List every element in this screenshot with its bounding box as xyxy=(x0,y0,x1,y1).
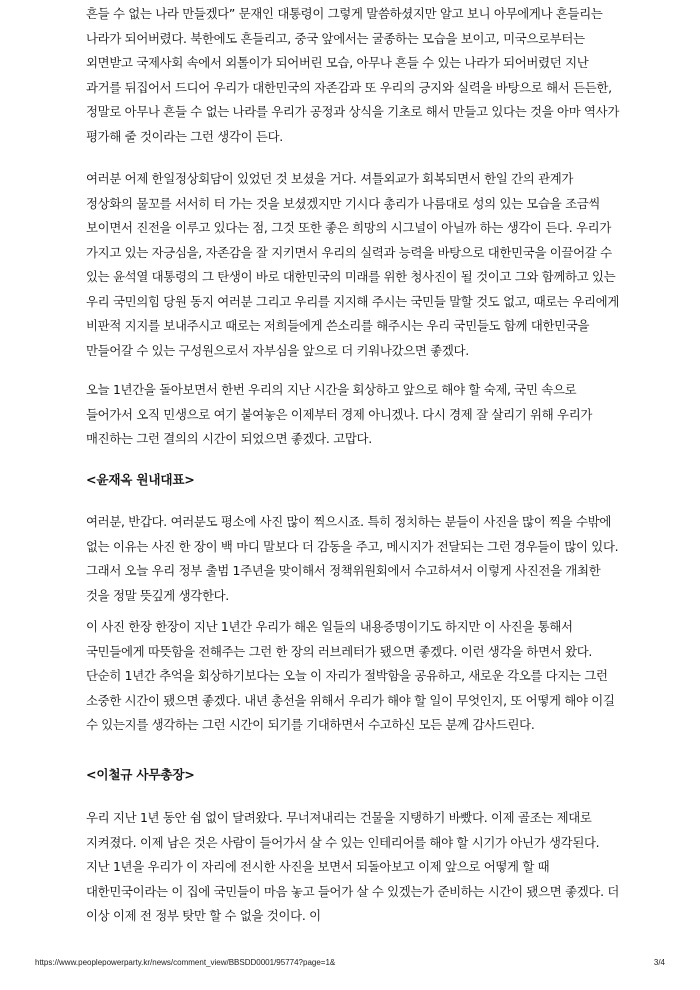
paragraph: 우리 지난 1년 동안 쉼 없이 달려왔다. 무너져내리는 건물을 지탱하기 바빴다. 이제 골조는 제대로 지켜졌다. 이제 남은 것은 사람이 들어가서 살 수 있는 인테리어를 해야 할 시기가 아닌가 생각된다. 지난 1년을 우리가 이 자리에 전시한 사진을 보면서 되돌아보고 이제 앞으로 어떻게 할 때 대한민국이라는 이 집에 국민들이 마음 놓고 들어가 살 수 있겠는가 준비하는 시간이 됐으면 좋겠다. 더 이상 이제 전 정부 탓만 할 수 없을 것이다. 이 xyxy=(86,810,620,923)
paragraph: 여러분 어제 한일정상회담이 있었던 것 보셨을 거다. 셔틀외교가 회복되면서 한일 간의 관계가 정상화의 물꼬를 서서히 터 가는 것을 보셨겠지만 기시다 총리가 나름대로 성의 있는 모습을 조금씩 보이면서 진전을 이루고 있다는 점, 그것 또한 좋은 희망의 시그널이 아닐까 하는 생각이 든다. 우리가 가지고 있는 자긍심을, 자존감을 잘 지키면서 우리의 실력과 능력을 바탕으로 대한민국을 이끌어갈 수 있는 윤석열 대통령의 그 탄생이 바로 대한민국의 미래를 위한 청사진이 될 것이고 그와 함께하고 있는 우리 국민의힘 당원 동지 여러분 그리고 우리를 지지해 주시는 국민들 말할 것도 없고, 때로는 우리에게 비판적 지지를 보내주시고 때로는 저희들에게 쓴소리를 해주시는 우리 국민들도 함께 대한민국을 만들어갈 수 있는 구성원으로서 자부심을 앞으로 더 키워나갔으면 좋겠다. xyxy=(86,171,620,358)
paragraph: 이 사진 한장 한장이 지난 1년간 우리가 해온 일들의 내용증명이기도 하지만 이 사진을 통해서 국민들에게 따뜻함을 전해주는 그런 한 장의 러브레터가 됐으면 좋겠다. 이런 생각을 하면서 왔다. 단순히 1년간 추억을 회상하기보다는 오늘 이 자리가 절박함을 공유하고, 새로운 각오를 다지는 그런 소중한 시간이 됐으면 좋겠다. 내년 총선을 위해서 우리가 해야 할 일이 무엇인지, 또 어떻게 해야 이길 수 있는지를 생각하는 그런 시간이 되기를 기대하면서 수고하신 모든 분께 감사드린다. xyxy=(86,619,615,732)
footer-url: https://www.peoplepowerparty.kr/news/comment_view/BBSDD0001/95774?page=1& xyxy=(35,958,336,967)
paragraph: 흔들 수 없는 나라 만들겠다” 문재인 대통령이 그렇게 말씀하셨지만 알고 보니 아무에게나 흔들리는 나라가 되어버렸다. 북한에도 흔들리고, 중국 앞에서는 굴종하는 모습을 보이고, 미국으로부터는 외면받고 국제사회 속에서 외톨이가 되어버린 모습, 아무나 흔들 수 있는 나라가 되어버렸던 지난 과거를 뒤집어서 드디어 우리가 대한민국의 자존감과 또 우리의 긍지와 실력을 바탕으로 해서 든든한, 정말로 아무나 흔들 수 없는 나라를 우리가 공정과 상식을 기초로 해서 만들고 있다는 것을 아마 역사가 평가해 줄 것이라는 그런 생각이 든다. xyxy=(86,6,620,144)
paragraph: 여러분, 반갑다. 여러분도 평소에 사진 많이 찍으시죠. 특히 정치하는 분들이 사진을 많이 찍을 수밖에 없는 이유는 사진 한 장이 백 마디 말보다 더 감동을 주고, 메시지가 전달되는 그런 경우들이 많이 있다. 그래서 오늘 우리 정부 출범 1주년을 맞이해서 정책위원회에서 수고하셔서 이렇게 사진전을 개최한 것을 정말 뜻깊게 생각한다. xyxy=(86,514,619,603)
paragraph: 오늘 1년간을 돌아보면서 한번 우리의 지난 시간을 회상하고 앞으로 해야 할 숙제, 국민 속으로 들어가서 오직 민생으로 여기 붙여놓은 이제부터 경제 아니겠나. 다시 경제 잘 살리기 위해 우리가 매진하는 그런 결의의 시간이 되었으면 좋겠다. 고맙다. xyxy=(86,382,593,446)
page-number: 3/4 xyxy=(653,958,665,967)
section-heading-yoon-jaeok: <윤재옥 원내대표> xyxy=(86,472,195,487)
section-heading-lee-cheolgyu: <이철규 사무총장> xyxy=(86,767,195,782)
